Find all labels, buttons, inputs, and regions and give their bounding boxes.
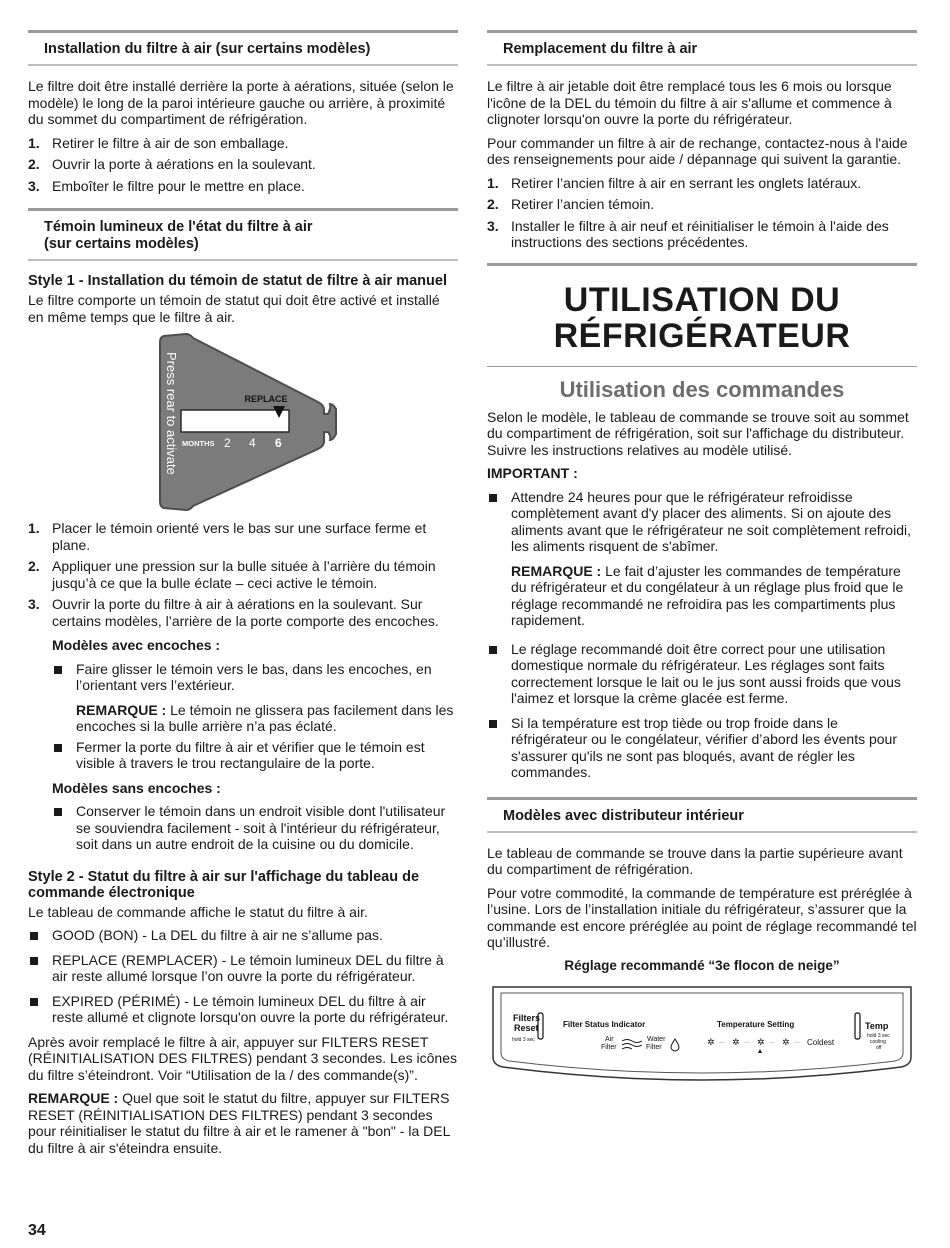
filters-label: Filters — [513, 1012, 541, 1023]
air-label: Air — [605, 1035, 614, 1043]
step-text: Installer le filtre à air neuf et réinitialiser le témoin à l'aide des instructions des sections précédentes. — [511, 217, 889, 250]
list-item — [52, 739, 458, 772]
filters-hold-label: hold 3 sec — [512, 1036, 535, 1043]
with-notches-list — [52, 661, 458, 772]
controls-title: Utilisation des commandes — [559, 376, 845, 402]
temp-cooling-label: cooling — [870, 1038, 886, 1045]
list-item — [28, 178, 458, 195]
step-number: 3. — [28, 596, 40, 612]
list-item — [28, 520, 458, 553]
control-panel-figure — [487, 983, 917, 1095]
list-item — [487, 563, 917, 629]
water-label: Water — [647, 1035, 666, 1043]
list-item — [52, 661, 458, 694]
snowflake-icon: ✲ — [782, 1036, 790, 1047]
bullet-square-icon — [489, 646, 497, 654]
divider — [487, 366, 917, 367]
indicator-figure — [28, 332, 458, 514]
step-number: 2. — [487, 196, 499, 212]
control-panel-illustration — [487, 983, 917, 1093]
style1-heading: Style 1 - Installation du témoin de statut de filtre à air manuel — [28, 273, 447, 289]
list-item — [28, 993, 458, 1026]
paragraph: Après avoir remplacé le filtre à air, appuyer sur FILTERS RESET (RÉINITIALISATION DES FILTRES) pendant 3 secondes. Les icônes du filtre s’éteindront. Voir “Utilisation de la / des commande(s)”. — [28, 1033, 457, 1083]
step-text: Ouvrir la porte à aérations en la soulevant. — [52, 156, 316, 172]
bullet-text: Si la température est trop tiède ou trop froide dans le réfrigérateur ou le congélateur, vérifier d’abord les évents pour s'assurer qu'ils ne sont pas bloqués, avant de régler les commandes. — [511, 714, 897, 780]
page-number: 34 — [28, 1222, 46, 1239]
divider — [487, 263, 917, 266]
reset-label: Reset — [514, 1022, 539, 1033]
step-number: 1. — [28, 134, 40, 151]
temp-label: Temp — [865, 1020, 889, 1031]
list-item — [487, 715, 917, 781]
snowflake-icon: ✲ — [757, 1036, 765, 1047]
section-heading-interior-dispenser: Modèles avec distributeur intérieur — [487, 797, 917, 833]
bullet-text: Attendre 24 heures pour que le réfrigérateur refroidisse complètement avant d'y placer des aliments. Si on ajoute des aliments avant que le réfrigérateur ne soit complètement refroidi, les aliments risquent de s'abîmer. — [511, 488, 911, 554]
scale-dots: ··· — [794, 1039, 800, 1046]
bullet-text: Le réglage recommandé doit être correct pour une utilisation domestique normale du réfrigérateur. Les réglages sont faits correctement lorsque le lait ou le jus sont aussi froids que vous l'aimez et lorsque la crème glacée est ferme. — [511, 640, 901, 706]
list-item — [28, 558, 458, 591]
list-item — [52, 702, 458, 735]
step-number: 2. — [28, 156, 40, 172]
section-heading-filter-replacement: Remplacement du filtre à air — [487, 30, 917, 66]
step-number: 3. — [487, 217, 499, 234]
bullet-text: GOOD (BON) - La DEL du filtre à air ne s’allume pas. — [52, 927, 383, 943]
right-column — [487, 30, 917, 1095]
month-2: 2 — [224, 436, 231, 450]
with-notches-heading: Modèles avec encoches : — [52, 637, 221, 653]
bullet-square-icon — [54, 744, 62, 752]
replace-label: REPLACE — [244, 394, 288, 404]
heading-line: Témoin lumineux de l'état du filtre à air — [44, 219, 313, 235]
scale-dots: ··· — [719, 1039, 725, 1046]
important-list — [487, 489, 917, 781]
bullet-square-icon — [54, 666, 62, 674]
step-number: 2. — [28, 558, 40, 574]
paragraph: Le filtre à air jetable doit être remplacé tous les 6 mois ou lorsque l'icône de la DEL du témoin du filtre à air s'allume et commence à clignoter lorsqu'on ouvre la porte du réfrigérateur. — [487, 78, 892, 127]
list-item — [28, 135, 458, 152]
bullet-text: EXPIRED (PÉRIMÉ) - Le témoin lumineux DEL du filtre à air reste allumé et clignote lorsqu'on ouvre la porte du réfrigérateur. — [52, 992, 449, 1025]
note-text: Le fait d’ajuster les commandes de température du réfrigérateur et du congélateur à un réglage plus froid que le réglage recommandé ne refroidira pas les compartiments plus rapidement. — [511, 562, 904, 628]
note-text: Quel que soit le statut du filtre, appuyer sur FILTERS RESET (RÉINITIALISATION DES FILTRES) pendant 3 secondes pour réinitialiser le statut du filtre à air et le ramener à "bon" - la DEL du filtre à air s'éteindra ensuite. — [28, 1090, 450, 1156]
step-text: Ouvrir la porte du filtre à air à aérations en la soulevant. Sur certains modèles, l’arrière de la porte comporte des encoches. — [52, 596, 439, 629]
scale-dots: ··· — [744, 1039, 750, 1046]
step-text: Retirer l’ancien témoin. — [511, 196, 655, 212]
important-label: IMPORTANT : — [487, 465, 578, 481]
month-6: 6 — [275, 436, 282, 450]
step-number: 3. — [28, 177, 40, 194]
list-item — [28, 952, 458, 985]
paragraph: Le filtre doit être installé derrière la porte à aérations, située (selon le modèle) le long de la paroi intérieure gauche ou arrière, à proximité du sommet du compartiment de réfrigération. — [28, 78, 454, 127]
step-number: 1. — [28, 520, 40, 536]
paragraph: Selon le modèle, le tableau de commande se trouve soit au sommet du compartiment de réfrigération, soit sur l'affichage du distributeur. Suivre les instructions relatives au modèle utilisé. — [487, 408, 909, 458]
list-item — [487, 641, 917, 707]
paragraph: Le tableau de commande se trouve dans la partie supérieure avant du compartiment de réfrigération. — [487, 844, 903, 877]
note-text: Le témoin ne glissera pas facilement dans les encoches si la bulle arrière n’a pas éclaté. — [76, 701, 454, 734]
bullet-text: Conserver le témoin dans un endroit visible dont l'utilisateur se souviendra facilement - soit à l'intérieur du réfrigérateur, soit dans un autre endroit de la cuisine ou du domicile. — [76, 803, 446, 852]
press-rear-text: Press rear to activate — [164, 352, 179, 475]
step-text: Placer le témoin orienté vers le bas sur une surface ferme et plane. — [52, 520, 427, 553]
bullet-text: Faire glisser le témoin vers le bas, dans les encoches, en l’orientant vers l’extérieur. — [76, 660, 432, 693]
without-notches-heading: Modèles sans encoches : — [52, 779, 221, 796]
indicator-illustration — [28, 332, 458, 512]
bullet-square-icon — [30, 998, 38, 1006]
paragraph: Le tableau de commande affiche le statut du filtre à air. — [28, 903, 368, 920]
temperature-setting-label: Temperature Setting — [717, 1019, 795, 1029]
without-notches-list — [52, 803, 458, 853]
paragraph: Pour votre commodité, la commande de température est préréglée à l’usine. Lors de l’installation initiale du réfrigérateur, s’assurer que la commande est encore préréglée au point de réglage recommandé tel qu’illustré. — [487, 884, 917, 950]
list-item — [487, 196, 917, 213]
step-text: Retirer le filtre à air de son emballage. — [52, 134, 289, 151]
coldest-label: Coldest — [807, 1037, 835, 1047]
bullet-square-icon — [54, 808, 62, 816]
bullet-square-icon — [489, 720, 497, 728]
chapter-title-line: RÉFRIGÉRATEUR — [553, 316, 851, 355]
list-item — [487, 218, 917, 251]
list-item — [28, 596, 458, 629]
filter-status-label: Filter Status Indicator — [563, 1019, 646, 1029]
month-4: 4 — [249, 436, 256, 450]
chapter-title — [487, 282, 917, 354]
list-item — [28, 927, 458, 944]
scale-dots: ··· — [769, 1039, 775, 1046]
list-item — [28, 156, 458, 173]
snowflake-icon: ✲ — [707, 1036, 715, 1047]
note-label: REMARQUE : — [76, 701, 167, 718]
bullet-square-icon — [489, 494, 497, 502]
temp-off-label: off — [876, 1044, 882, 1051]
paragraph: Le filtre comporte un témoin de statut qui doit être activé et installé en même temps que le filtre à air. — [28, 292, 440, 325]
note-paragraph — [28, 1090, 458, 1156]
bullet-square-icon — [30, 957, 38, 965]
list-item — [52, 803, 458, 853]
indicator-window — [181, 410, 289, 432]
step-text: Appliquer une pression sur la bulle située à l’arrière du témoin jusqu’à ce que la bulle éclate – ceci active le témoin. — [52, 558, 436, 591]
section-heading-air-filter-install: Installation du filtre à air (sur certains modèles) — [28, 30, 458, 66]
bullet-text: REPLACE (REMPLACER) - Le témoin lumineux DEL du filtre à air reste allumé lorsque l’on ouvre la porte du réfrigérateur. — [52, 951, 444, 984]
install-steps — [28, 135, 458, 195]
bullet-square-icon — [30, 932, 38, 940]
paragraph: Pour commander un filtre à air de rechange, contactez-nous à l'aide des renseignements pour aide / dépannage qui suivent la garantie. — [487, 134, 908, 167]
list-item — [487, 175, 917, 192]
months-label: MONTHS — [182, 439, 215, 448]
step-text: Retirer l’ancien filtre à air en serrant les onglets latéraux. — [511, 174, 862, 191]
temp-hold-label: hold 3 sec — [867, 1032, 890, 1039]
section-heading-status-indicator — [28, 208, 458, 261]
water-filter-label: Filter — [646, 1043, 662, 1051]
step-text: Emboîter le filtre pour le mettre en place. — [52, 177, 305, 194]
snowflake-icon: ✲ — [732, 1036, 740, 1047]
chapter-title-line: UTILISATION DU — [563, 280, 841, 319]
style2-heading: Style 2 - Statut du filtre à air sur l'affichage du tableau de commande électronique — [28, 868, 420, 901]
note-label: REMARQUE : — [28, 1090, 119, 1106]
style2-list — [28, 927, 458, 1026]
figure-caption: Réglage recommandé “3e flocon de neige” — [564, 957, 840, 973]
left-column — [28, 30, 458, 1163]
list-item — [487, 489, 917, 555]
air-filter-label: Filter — [601, 1043, 617, 1051]
note-label: REMARQUE : — [511, 562, 602, 579]
replacement-steps — [487, 175, 917, 251]
step-number: 1. — [487, 174, 499, 191]
style1-steps — [28, 520, 458, 629]
bullet-text: Fermer la porte du filtre à air et vérifier que le témoin est visible à travers le trou rectangulaire de la porte. — [76, 738, 425, 771]
heading-line: (sur certains modèles) — [44, 236, 199, 252]
